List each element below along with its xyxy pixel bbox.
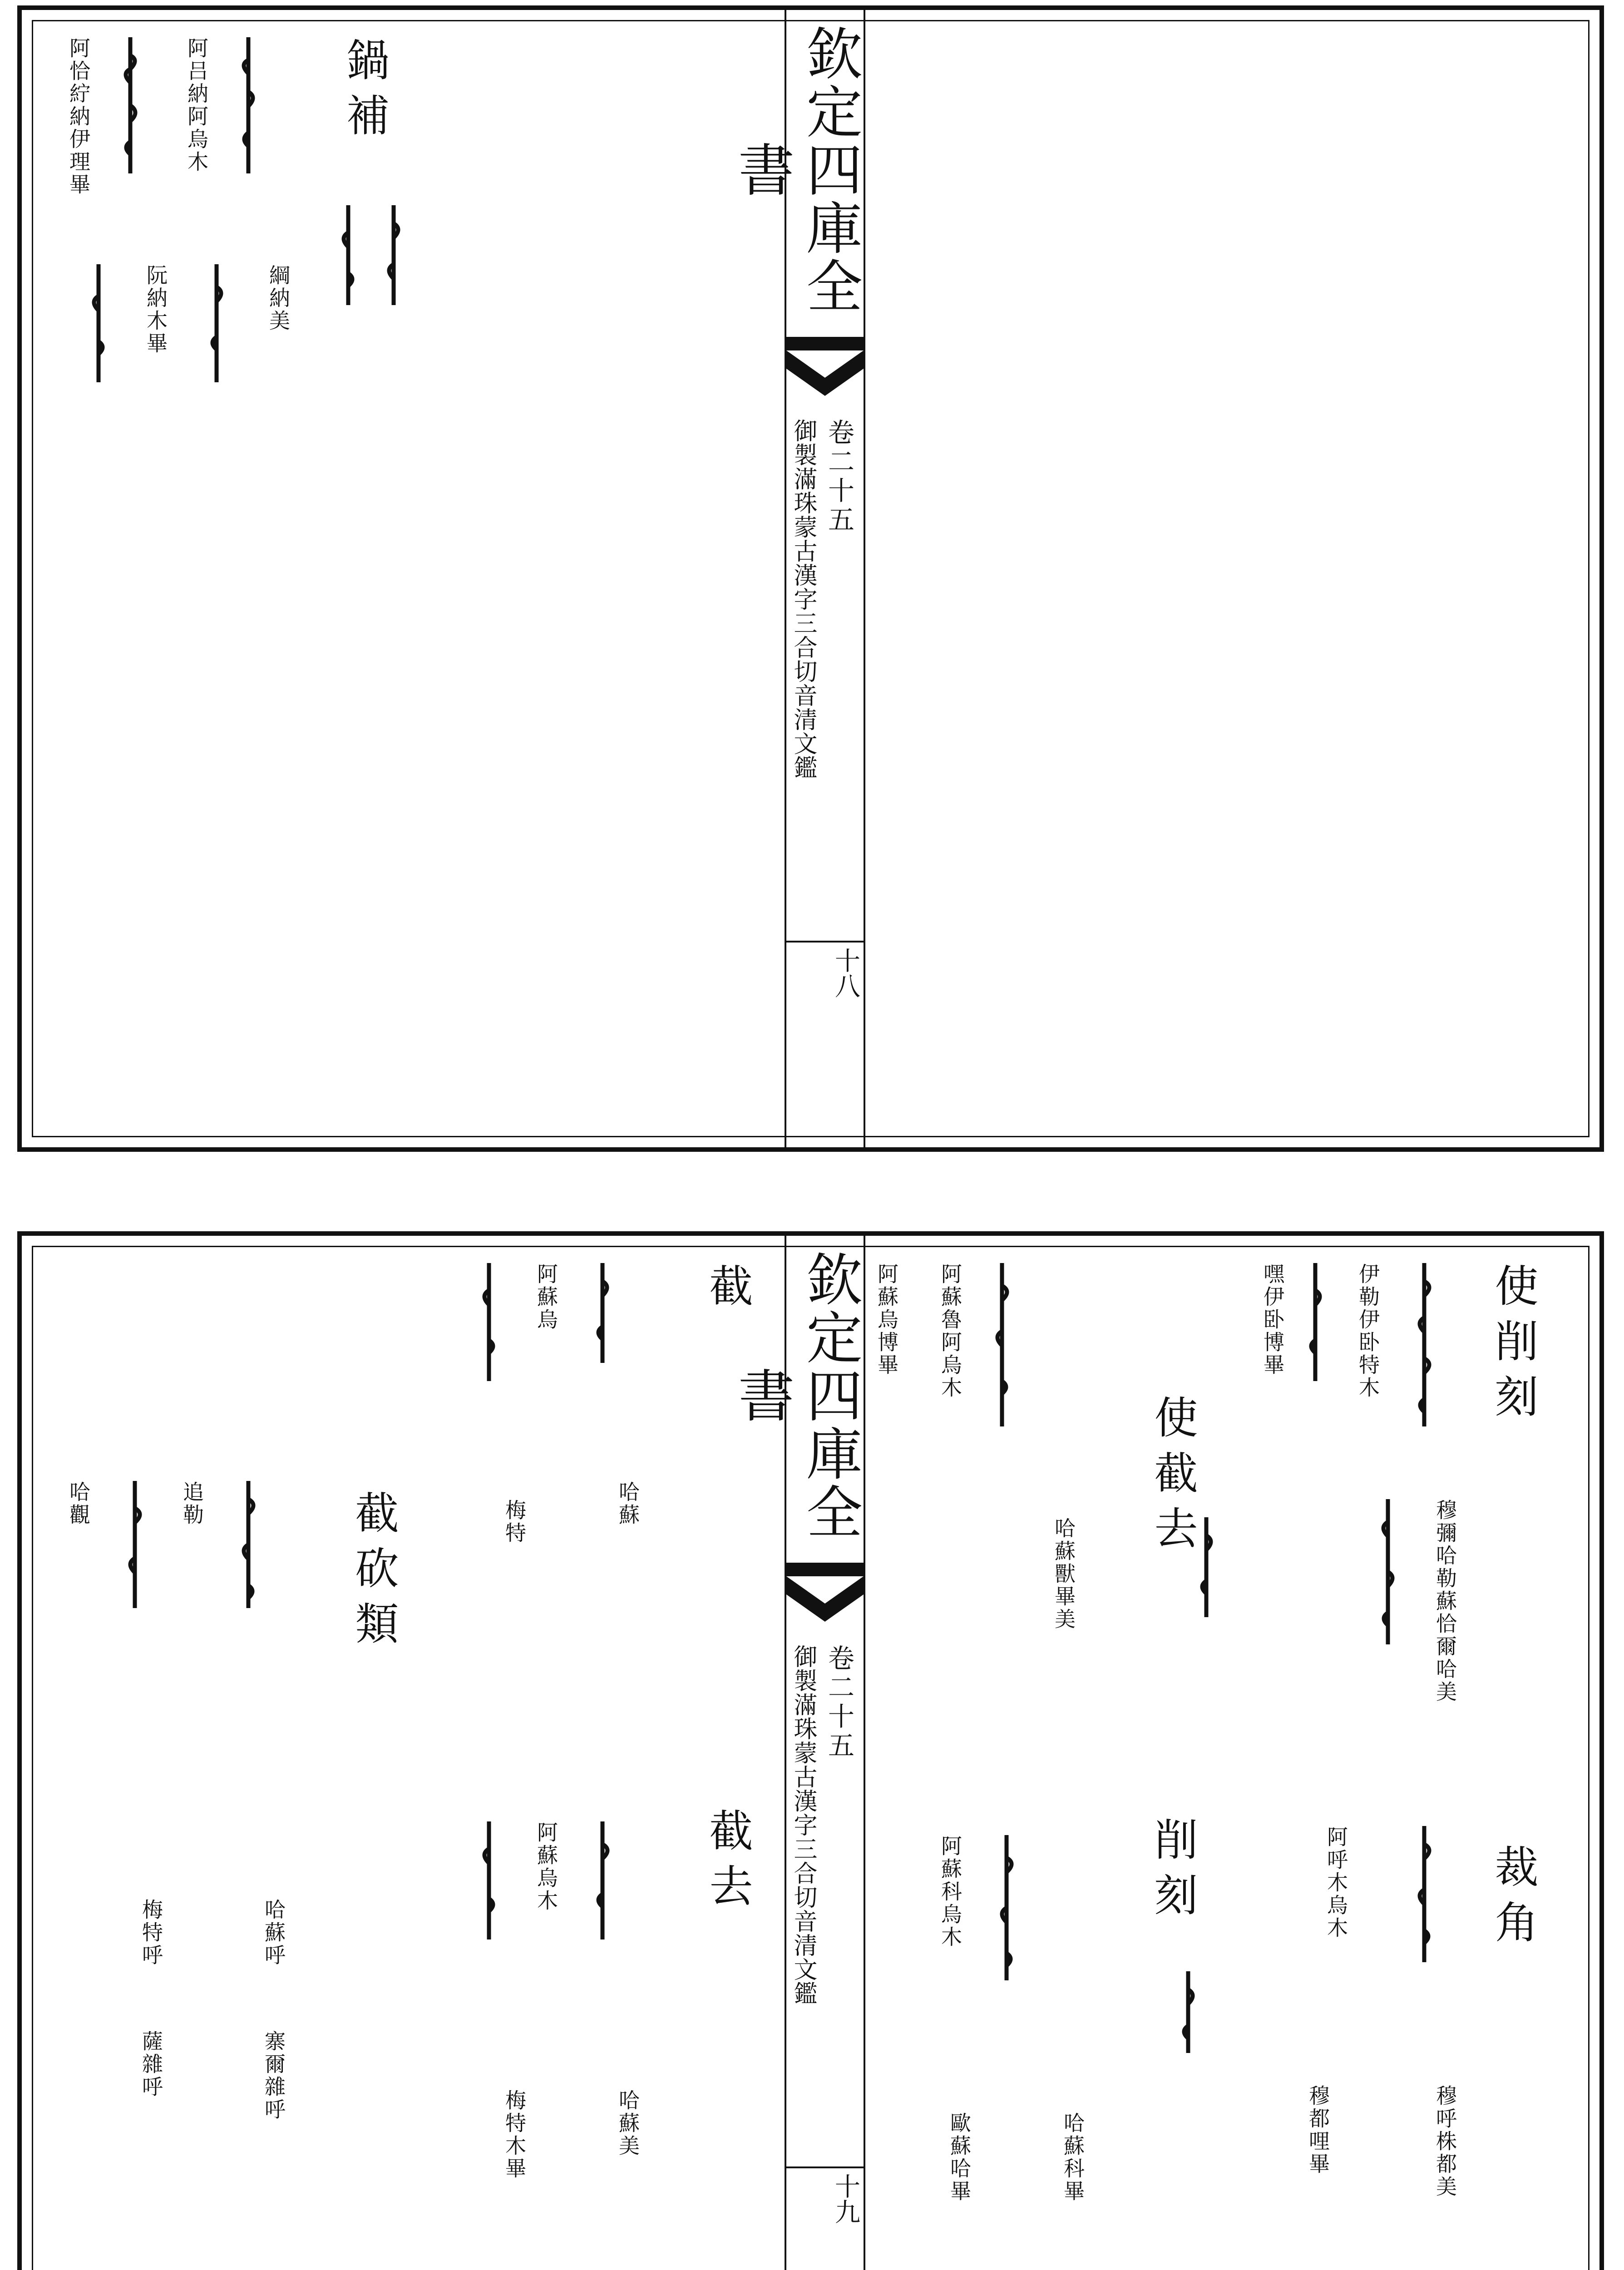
transliteration-note: 穆呼株都美	[1433, 2085, 1457, 2198]
fish-tail-ornament	[786, 1563, 864, 1635]
transliteration-note: 哈蘇獸畢美	[1051, 1517, 1076, 1631]
headword: 裁角	[1488, 1844, 1539, 1955]
headword: 削刻	[1147, 1817, 1198, 1928]
transliteration-note: 阿蘇烏	[534, 1263, 558, 1331]
center-spine	[729, 1236, 865, 2270]
mongol-script	[235, 37, 262, 173]
transliteration-note: 阮納木畢	[143, 264, 168, 355]
transliteration-note: 寨爾雜呼	[262, 2030, 286, 2121]
spine-folio: 十九	[831, 2173, 860, 2224]
manchu-script	[203, 264, 230, 382]
mongol-script	[476, 1263, 502, 1381]
manchu-script	[117, 37, 143, 173]
transliteration-note: 阿呼木烏木	[1324, 1826, 1348, 1939]
manchu-script	[1175, 1971, 1201, 2053]
upper-page	[17, 5, 1604, 1152]
manchu-script	[1302, 1263, 1328, 1381]
manchu-script	[1193, 1517, 1219, 1617]
transliteration-note: 哈觀	[66, 1481, 91, 1526]
transliteration-note: 梅特木畢	[502, 2089, 527, 2180]
manchu-script	[122, 1481, 148, 1608]
spine-rule	[786, 941, 864, 943]
transliteration-note: 哈蘇呼	[262, 1899, 286, 1967]
spine-book-title: 御製滿珠蒙古漢字三合切音清文鑑	[790, 1644, 817, 2005]
transliteration-note: 哈蘇科畢	[1061, 2112, 1085, 2203]
transliteration-note: 梅特呼	[139, 1899, 163, 1967]
transliteration-note: 哈蘇美	[616, 2089, 640, 2157]
transliteration-note: 穆都哩畢	[1306, 2085, 1330, 2176]
headword: 截去	[702, 1808, 753, 1919]
manchu-script	[993, 1835, 1020, 1980]
transliteration-note: 歐蘇哈畢	[947, 2112, 972, 2203]
manchu-script	[235, 1481, 262, 1608]
lower-page	[17, 1231, 1604, 2270]
spine-book-title: 御製滿珠蒙古漢字三合切音清文鑑	[790, 419, 817, 780]
transliteration-note: 薩雜呼	[139, 2030, 163, 2098]
transliteration-note: 伊勒伊卧特木	[1356, 1263, 1380, 1399]
transliteration-note: 阿吕納阿烏木	[184, 37, 209, 173]
mongol-script	[335, 205, 361, 305]
center-spine	[729, 10, 865, 1147]
transliteration-note: 哈蘇	[616, 1481, 640, 1526]
transliteration-note: 穆彌哈勒蘇恰爾哈美	[1433, 1499, 1457, 1703]
transliteration-note: 阿蘇科烏木	[938, 1835, 963, 1949]
transliteration-note: 阿蘇烏木	[534, 1821, 558, 1912]
transliteration-note: 梅特	[502, 1499, 527, 1545]
transliteration-note: 綱納美	[266, 264, 291, 332]
spine-folio: 十八	[831, 947, 860, 998]
transliteration-note: 阿蘇烏博畢	[874, 1263, 899, 1377]
transliteration-note: 追勒	[180, 1481, 204, 1526]
headword: 截	[702, 1263, 753, 1318]
spine-title: 欽定四庫全書	[729, 1250, 862, 1541]
mongol-script	[85, 264, 112, 382]
spine-title: 欽定四庫全書	[729, 25, 862, 315]
mongol-script	[476, 1821, 502, 1939]
transliteration-note: 阿恰紵納伊理畢	[66, 37, 91, 196]
spine-volume: 卷二十五	[824, 419, 854, 535]
manchu-script	[989, 1263, 1015, 1426]
manchu-script	[1411, 1263, 1437, 1426]
headword: 鍋補	[339, 37, 390, 148]
manchu-script	[589, 1263, 616, 1363]
headword: 使削刻	[1488, 1263, 1539, 1429]
manchu-script	[1411, 1826, 1437, 1962]
headword: 截砍類	[348, 1490, 399, 1656]
spine-rule	[786, 2166, 864, 2168]
headword: 使截去	[1147, 1395, 1198, 1561]
transliteration-note: 阿蘇魯阿烏木	[938, 1263, 963, 1399]
fish-tail-ornament	[786, 337, 864, 410]
manchu-script	[380, 205, 407, 305]
spine-volume: 卷二十五	[824, 1644, 854, 1761]
manchu-script	[589, 1821, 616, 1939]
transliteration-note: 嘿伊卧博畢	[1260, 1263, 1285, 1377]
mongol-script	[1375, 1499, 1401, 1644]
